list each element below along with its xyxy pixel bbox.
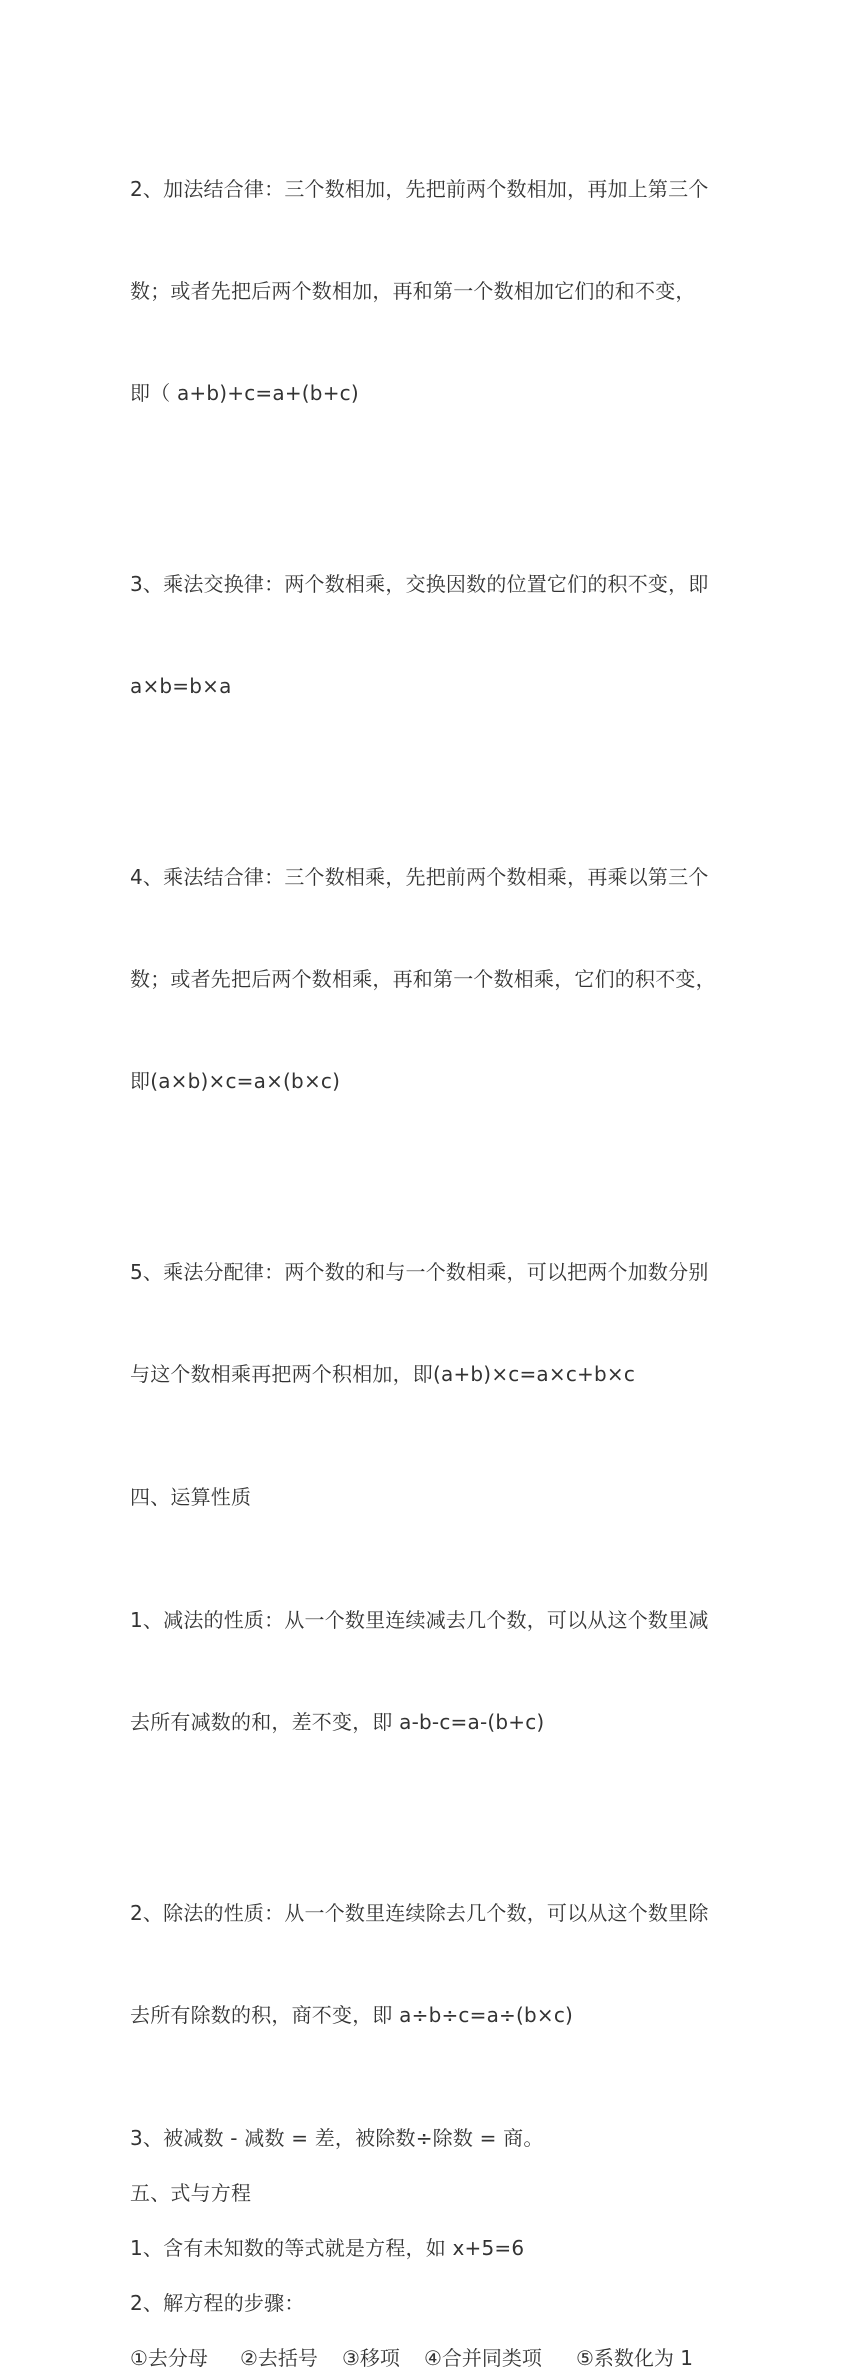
step-item: ⑤系数化为 1 <box>576 2346 694 2370</box>
text-line: 1、减法的性质：从一个数里连续减去几个数，可以从这个数里减 <box>130 1608 709 1632</box>
text-line: 5、乘法分配律：两个数的和与一个数相乘，可以把两个加数分别 <box>130 1260 709 1284</box>
paragraph-multiplication-associative <box>130 792 730 1166</box>
text-line: 去所有减数的和，差不变，即 a-b-c=a-(b+c) <box>130 1710 545 1734</box>
text-line: 去所有除数的积，商不变，即 a÷b÷c=a÷(b×c) <box>130 2003 574 2027</box>
paragraph-difference-quotient: 3、被减数 - 减数 = 差，被除数÷除数 = 商。 <box>130 2126 544 2150</box>
text-line: 即（ a+b)+c=a+(b+c) <box>130 381 359 405</box>
text-line: a×b=b×a <box>130 674 232 698</box>
text-line: 即(a×b)×c=a×(b×c) <box>130 1069 341 1093</box>
step-item: ③移项 <box>342 2346 400 2370</box>
text-line: 2、加法结合律：三个数相加，先把前两个数相加，再加上第三个 <box>130 177 709 201</box>
section-heading-operation-properties: 四、运算性质 <box>130 1485 252 1509</box>
text-line: 2、除法的性质：从一个数里连续除去几个数，可以从这个数里除 <box>130 1901 709 1925</box>
step-item: ②去括号 <box>240 2346 318 2370</box>
text-line: 数；或者先把后两个数相加，再和第一个数相加它们的和不变， <box>130 279 696 303</box>
paragraph-subtraction-property <box>130 1535 730 1807</box>
paragraph-equation-definition: 1、含有未知数的等式就是方程，如 x+5=6 <box>130 2236 525 2260</box>
equation-steps-list <box>130 2341 730 2375</box>
text-line: 数；或者先把后两个数相乘，再和第一个数相乘，它们的积不变， <box>130 967 716 991</box>
text-line: 3、乘法交换律：两个数相乘，交换因数的位置它们的积不变，即 <box>130 572 709 596</box>
paragraph-multiplication-distributive <box>130 1187 730 1459</box>
text-line: 4、乘法结合律：三个数相乘，先把前两个数相乘，再乘以第三个 <box>130 865 709 889</box>
document-body <box>130 104 730 2375</box>
step-item: ①去分母 <box>130 2346 208 2370</box>
paragraph-equation-steps-title: 2、解方程的步骤： <box>130 2291 305 2315</box>
section-heading-equations: 五、式与方程 <box>130 2181 252 2205</box>
paragraph-addition-associative <box>130 104 730 478</box>
paragraph-division-property <box>130 1828 730 2100</box>
step-item: ④合并同类项 <box>424 2346 542 2370</box>
text-line: 与这个数相乘再把两个积相加，即(a+b)×c=a×c+b×c <box>130 1362 636 1386</box>
paragraph-multiplication-commutative <box>130 499 730 771</box>
